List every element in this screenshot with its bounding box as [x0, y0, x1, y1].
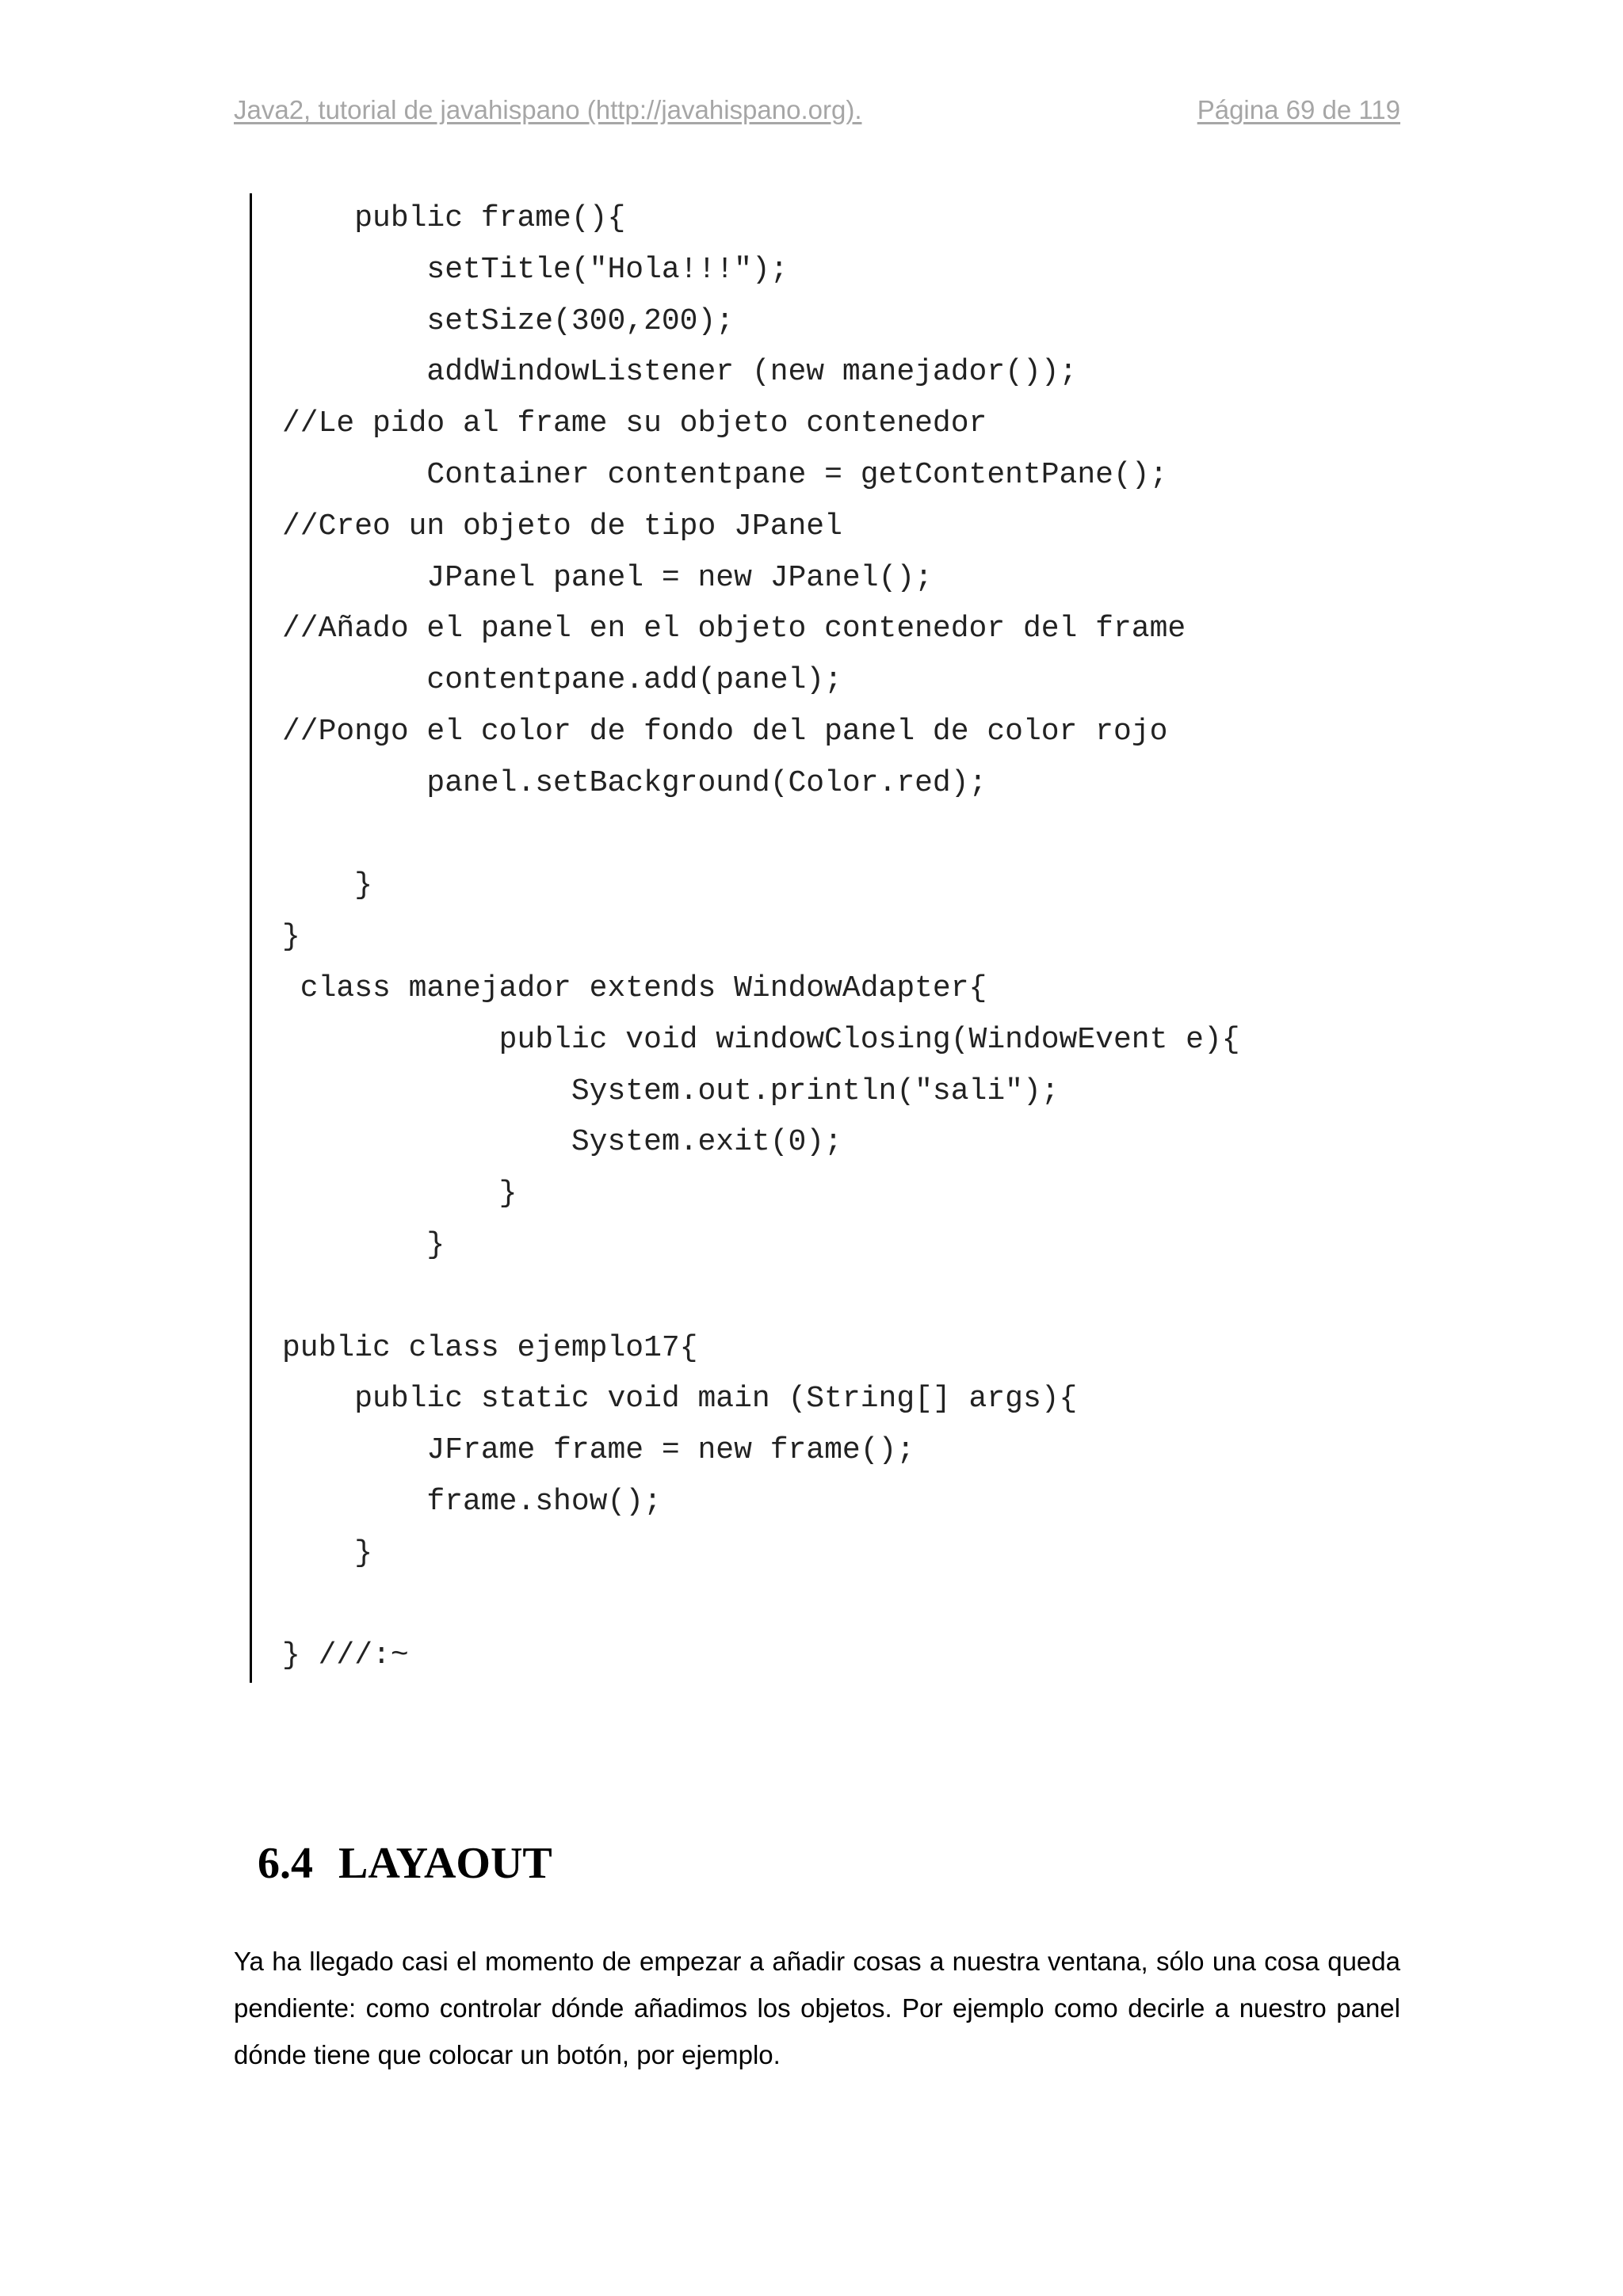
code-line: public frame(){ — [282, 201, 626, 235]
code-line: public class ejemplo17{ — [282, 1330, 698, 1365]
code-line: public void windowClosing(WindowEvent e){ — [282, 1022, 1240, 1057]
code-line: } — [282, 1535, 373, 1570]
code-line: //Creo un objeto de tipo JPanel — [282, 509, 842, 543]
section-number: 6.4 — [258, 1839, 313, 1888]
code-line: setTitle("Hola!!!"); — [282, 252, 789, 287]
code-line: JPanel panel = new JPanel(); — [282, 560, 933, 595]
code-line: panel.setBackground(Color.red); — [282, 765, 987, 800]
code-line: } — [282, 868, 373, 903]
code-listing — [250, 193, 1361, 1683]
code-line: //Pongo el color de fondo del panel de color rojo — [282, 715, 1168, 749]
section-title: LAYAOUT — [338, 1839, 552, 1888]
code-line: //Añado el panel en el objeto contenedor del frame — [282, 612, 1186, 646]
code-line: System.out.println("sali"); — [282, 1074, 1060, 1108]
code-line: Container contentpane = getContentPane(); — [282, 458, 1168, 492]
code-line: //Le pido al frame su objeto contenedor — [282, 406, 987, 441]
code-line: } — [282, 1177, 517, 1211]
page-header — [234, 95, 1400, 135]
page-number: Página 69 de 119 — [1197, 95, 1400, 124]
code-line: public static void main (String[] args){ — [282, 1382, 1078, 1417]
code-line: addWindowListener (new manejador()); — [282, 355, 1078, 390]
code-line: } — [282, 920, 300, 955]
code-line: frame.show(); — [282, 1485, 662, 1519]
section-heading — [258, 1838, 552, 1889]
code-line: setSize(300,200); — [282, 303, 735, 338]
code-line: class manejador extends WindowAdapter{ — [282, 971, 987, 1005]
code-line: System.exit(0); — [282, 1125, 842, 1160]
code-line: } ///:~ — [282, 1638, 409, 1673]
body-paragraph: Ya ha llegado casi el momento de empezar a añadir cosas a nuestra ventana, sólo una cosa queda pendiente: como controlar dónde añadimos los objetos. Por ejemplo como decirle a nuestro panel dónde tiene que colocar un botón, por ejemplo. — [234, 1947, 1400, 2069]
code-line: } — [282, 1228, 445, 1262]
code-line: JFrame frame = new frame(); — [282, 1433, 915, 1468]
header-title-link[interactable]: Java2, tutorial de javahispano (http://javahispano.org). — [234, 95, 862, 124]
code-line: contentpane.add(panel); — [282, 663, 842, 698]
